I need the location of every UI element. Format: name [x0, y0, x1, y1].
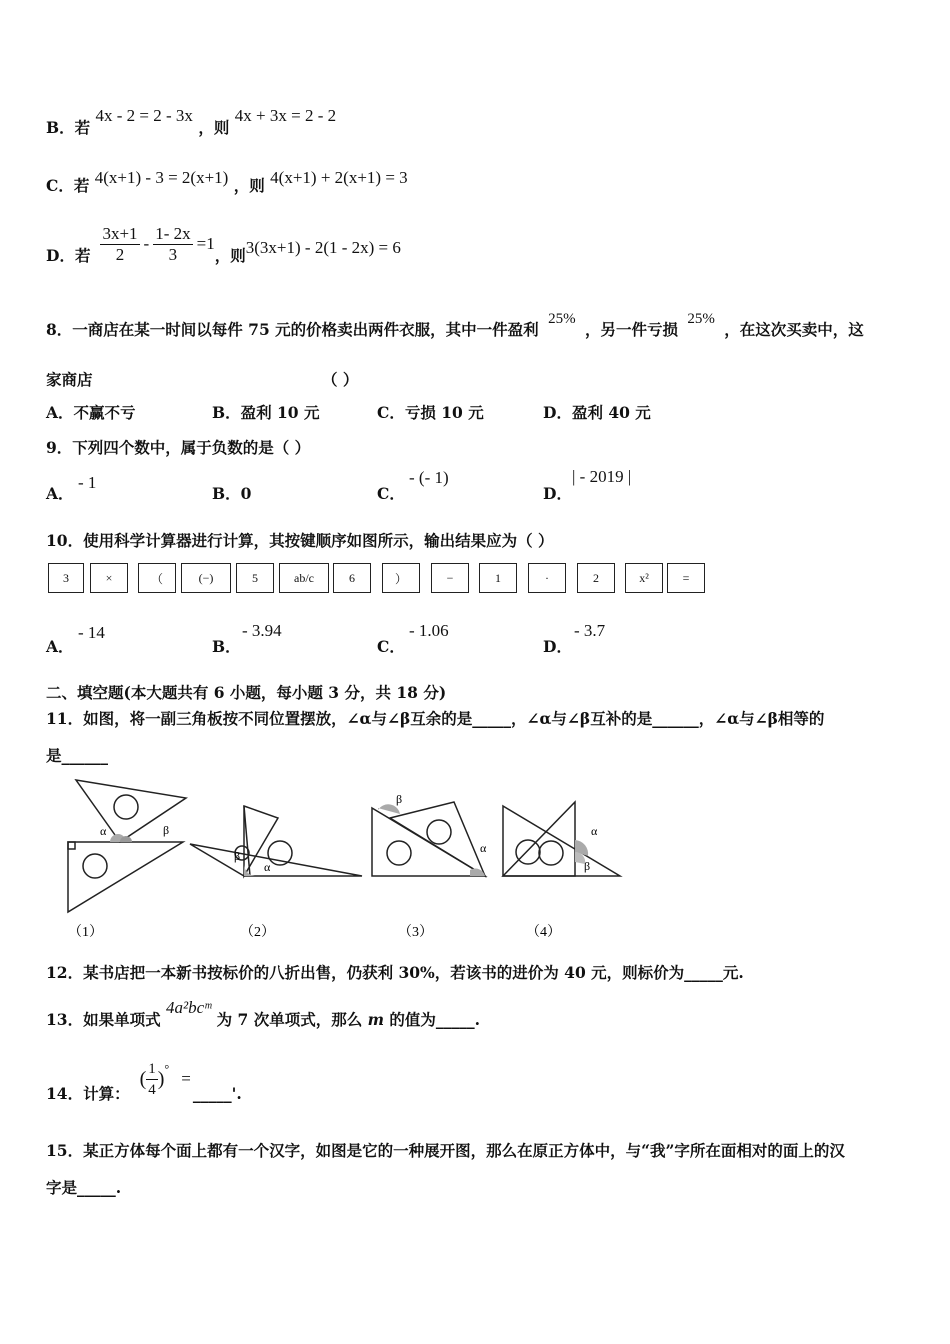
q13-monomial: 4a²bcᵐ — [165, 998, 212, 1017]
calc-key-close-paren — [382, 563, 420, 593]
q8-option-d: D．盈利 40 元 — [543, 403, 651, 422]
q8-paren: （ ） — [322, 370, 359, 389]
q8-stem — [46, 311, 864, 340]
q10-value-a: - 14 — [78, 623, 105, 642]
figure-3 — [372, 802, 485, 876]
q10-stem: 10．使用科学计算器进行计算，其按键顺序如图所示，输出结果应为（ ） — [46, 531, 554, 550]
calc-key-open-paren — [138, 563, 176, 593]
q10-value-b: - 3.94 — [242, 621, 282, 640]
q13-middle: 为 7 次单项式，那么 — [216, 1010, 363, 1029]
q10-label-a: A． — [46, 637, 74, 656]
q8-percent-2: 25% — [687, 311, 715, 327]
fig-caption-2: （2） — [240, 925, 275, 940]
calc-key-6-label: 6 — [349, 570, 355, 585]
calc-key-fraction-label: ab/c — [294, 570, 314, 585]
q11-line-2: 是______ — [46, 746, 109, 765]
q12-text: 12．某书店把一本新书按标价的八折出售，仍获利 30%，若该书的进价为 40 元，则标价为_____元. — [46, 963, 744, 982]
q7-d-result: 3(3x+1) - 2(1 - 2x) = 6 — [245, 238, 401, 257]
q7-option-c — [46, 168, 408, 196]
calc-key-6 — [333, 563, 371, 593]
q9-option-b: B．0 — [212, 484, 252, 503]
figure-4 — [503, 802, 620, 876]
q7-d-label: D．若 — [46, 246, 91, 265]
q14-exponent: ° — [164, 1061, 170, 1076]
q8-text-2: ，另一件亏损 — [584, 320, 678, 339]
q7-c-label: C．若 — [46, 176, 90, 195]
q14-open-paren: ( — [139, 1067, 147, 1090]
q13-suffix: 的值为_____. — [389, 1010, 481, 1029]
calc-key-2 — [577, 563, 615, 593]
q14-denominator: 4 — [148, 1081, 156, 1098]
calc-key-2-label: 2 — [593, 570, 599, 585]
q9-value-a: - 1 — [78, 473, 97, 492]
q14-suffix: '. — [231, 1083, 242, 1103]
calc-key-multiply-label: × — [105, 570, 113, 585]
calc-key-minus-label: − — [446, 570, 454, 585]
q8-text-1: 8．一商店在某一时间以每件 75 元的价格卖出两件衣服，其中一件盈利 — [46, 320, 539, 339]
calc-key-negative — [181, 563, 231, 593]
q14-numerator: 1 — [146, 1059, 158, 1080]
q14-equals: = — [181, 1069, 191, 1088]
q13-text — [46, 998, 481, 1030]
calc-key-1 — [479, 563, 517, 593]
fig2-alpha: α — [264, 860, 271, 874]
q13-variable-m: m — [367, 1010, 385, 1029]
q10-value-d: - 3.7 — [574, 621, 606, 640]
calc-key-1-label: 1 — [495, 570, 501, 585]
figure-2 — [190, 806, 362, 876]
calc-key-open-paren-label: （ — [150, 571, 163, 586]
q7-b-result: 4x + 3x = 2 - 2 — [234, 106, 337, 125]
q7-c-condition: 4(x+1) - 3 = 2(x+1) — [94, 168, 229, 187]
q9-label-c: C． — [377, 484, 405, 503]
q8-line-2: 家商店 — [46, 370, 93, 389]
q9-label-a: A． — [46, 484, 74, 503]
fig2-beta: β — [234, 849, 241, 863]
fig-caption-4: （4） — [526, 925, 561, 940]
figure-1 — [68, 780, 186, 912]
calc-key-minus — [431, 563, 469, 593]
calc-key-square-label: x² — [639, 570, 649, 585]
q7-d-then: ，则 — [214, 246, 246, 265]
q7-d-frac2-denominator: 3 — [168, 244, 178, 264]
q7-b-then: ，则 — [198, 118, 230, 137]
q8-option-c: C．亏损 10 元 — [377, 403, 484, 422]
q7-option-b — [46, 106, 337, 138]
fig4-beta: β — [584, 859, 591, 873]
fig1-beta: β — [163, 823, 170, 837]
q8-option-b: B．盈利 10 元 — [212, 403, 320, 422]
calc-key-close-paren-label: ） — [394, 571, 407, 586]
q14-text — [46, 1054, 242, 1104]
fig-caption-1: （1） — [68, 925, 103, 940]
calc-key-square — [625, 563, 663, 593]
q9-value-c: - (- 1) — [409, 468, 449, 487]
q7-d-equals: =1 — [196, 234, 215, 253]
fig3-alpha: α — [480, 841, 487, 855]
calc-key-5-label: 5 — [252, 570, 258, 585]
calc-key-fraction — [279, 563, 329, 593]
calc-key-decimal — [528, 563, 566, 593]
q7-d-frac1-denominator: 2 — [115, 244, 125, 264]
fig3-beta: β — [396, 792, 403, 806]
q14-prefix: 14．计算： — [46, 1084, 130, 1103]
calc-key-3 — [48, 563, 84, 593]
calc-key-negative-label: (−) — [198, 570, 214, 585]
q10-label-b: B． — [212, 637, 241, 656]
q7-d-frac1-numerator: 3x+1 — [102, 223, 138, 243]
q14-blank: _____ — [192, 1083, 232, 1103]
calc-key-3-label: 3 — [63, 570, 69, 585]
section-2-title: 二、填空题(本大题共有 6 小题，每小题 3 分，共 18 分) — [46, 683, 447, 702]
q7-b-condition: 4x - 2 = 2 - 3x — [95, 106, 193, 125]
calc-key-equals-label: = — [682, 570, 690, 585]
fig1-alpha: α — [100, 824, 107, 838]
q8-percent-1: 25% — [548, 311, 576, 327]
q8-text-3: ，在这次买卖中，这 — [724, 320, 864, 339]
calc-key-multiply — [90, 563, 128, 593]
q7-b-label: B．若 — [46, 118, 91, 137]
q7-c-result: 4(x+1) + 2(x+1) = 3 — [270, 168, 408, 187]
q15-line-2: 字是_____. — [46, 1178, 122, 1197]
q10-label-d: D． — [543, 637, 572, 656]
q9-stem: 9．下列四个数中，属于负数的是（ ） — [46, 438, 311, 457]
q7-d-frac2-numerator: 1- 2x — [155, 223, 191, 243]
fig-caption-3: （3） — [398, 925, 433, 940]
q11-triangle-figures — [40, 772, 640, 947]
calc-key-decimal-label: · — [545, 570, 549, 585]
q7-d-fraction-1 — [100, 224, 139, 265]
q8-option-a: A．不赢不亏 — [46, 403, 136, 422]
q7-d-minus: - — [143, 234, 150, 253]
q14-fraction — [146, 1059, 158, 1100]
q10-value-c: - 1.06 — [409, 621, 449, 640]
q7-option-d — [46, 222, 401, 266]
calc-key-equals — [667, 563, 705, 593]
fig4-alpha: α — [591, 824, 598, 838]
q9-label-d: D． — [543, 484, 572, 503]
q15-line-1: 15．某正方体每个面上都有一个汉字，如图是它的一种展开图，那么在原正方体中，与“我”字所在面相对的面上的汉 — [46, 1141, 845, 1160]
q11-line-1: 11．如图，将一副三角板按不同位置摆放，∠α与∠β互余的是_____，∠α与∠β互补的是______，∠α与∠β相等的 — [46, 709, 825, 728]
q7-c-then: ，则 — [233, 176, 265, 195]
q10-label-c: C． — [377, 637, 405, 656]
q9-value-d: | - 2019 | — [572, 467, 632, 486]
q14-close-paren: ) — [157, 1067, 165, 1090]
q7-d-fraction-2 — [153, 224, 192, 265]
calc-key-5 — [236, 563, 274, 593]
q13-prefix: 13．如果单项式 — [46, 1010, 161, 1029]
